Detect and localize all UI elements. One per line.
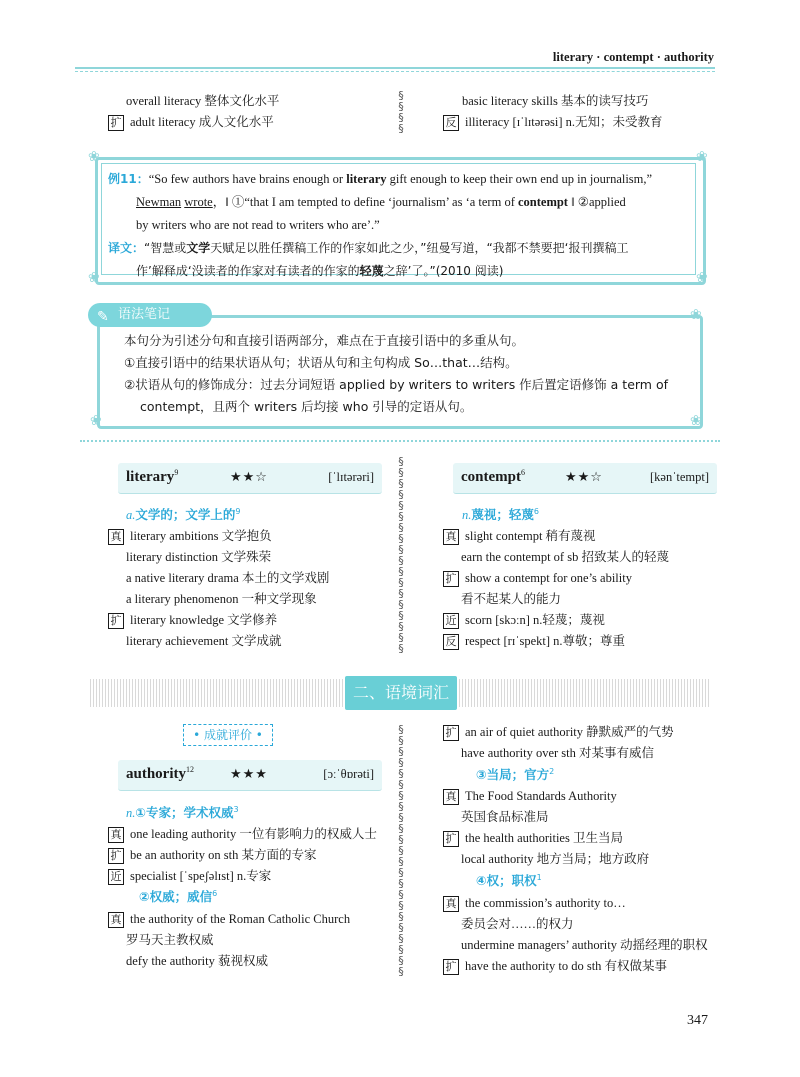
- corner-ornament-icon: ❀: [696, 270, 708, 286]
- phonetic: [ɔːˈθɒrəti]: [323, 767, 374, 781]
- phrase-group: [443, 893, 708, 977]
- star-rating: ★★☆: [230, 470, 268, 485]
- phrase-illiteracy: illiteracy [ɪˈlɪtərəsi] n.无知；未受教育: [465, 115, 663, 129]
- phrase-row: [108, 112, 274, 133]
- tag-expand: 扩: [443, 831, 459, 847]
- phrase: scorn [skɔːn] n.轻蔑；蔑视: [465, 613, 605, 627]
- text: 作’解释成‘没读者的作家对有读者的作家的: [136, 264, 360, 278]
- column-divider: § § § § § § § § § § § § § § § § § §: [398, 456, 404, 655]
- text: gift enough to keep their own end up in journalism,”: [386, 172, 653, 186]
- phrase: the commission’s authority to…: [465, 896, 626, 910]
- example-label: 例11：: [108, 172, 149, 186]
- running-header: literary · contempt · authority: [552, 50, 714, 64]
- column-divider: § § § §: [398, 90, 404, 135]
- phrase: have the authority to do sth 有权做某事: [465, 959, 668, 973]
- tag-real: 真: [443, 789, 459, 805]
- phrase: literary achievement 文学成就: [126, 634, 282, 648]
- tag-synonym: 近: [108, 869, 124, 885]
- text: ，‖ ①“that I am tempted to define ‘journalism’ as ‘a term of: [212, 195, 518, 209]
- tag-real: 真: [108, 529, 124, 545]
- frequency: 6: [212, 888, 218, 898]
- phrase: a native literary drama 本土的文学戏剧: [126, 571, 330, 585]
- keyword: 文学: [186, 241, 211, 255]
- header-rule: [75, 67, 715, 69]
- star-rating: ★★☆: [565, 470, 603, 485]
- phrase: 委员会对……的权力: [461, 917, 574, 931]
- word-card-authority: [118, 760, 382, 791]
- phrase-group: [443, 526, 669, 652]
- tag-expand: 扩: [443, 571, 459, 587]
- example-line-3: by writers who are not read to writers who are’.”: [136, 218, 380, 232]
- frequency: 3: [233, 804, 239, 814]
- phrase: literary distinction 文学殊荣: [126, 550, 272, 564]
- tag-real: 真: [108, 827, 124, 843]
- subject-underline: Newman: [136, 195, 182, 209]
- phrase: be an authority on sth 某方面的专家: [130, 848, 317, 862]
- tag-synonym: 近: [443, 613, 459, 629]
- meaning: 文学的；文学上的: [135, 507, 236, 522]
- keyword: 轻蔑: [359, 264, 384, 278]
- word-card-contempt: [453, 463, 717, 494]
- text: “So few authors have brains enough or: [148, 172, 347, 186]
- phonetic: [kənˈtempt]: [649, 470, 709, 484]
- phrase: local authority 地方当局；地方政府: [461, 852, 650, 866]
- sense-line: [476, 871, 542, 889]
- grammar-line: ②状语从句的修饰成分：过去分词短语 applied by writers to writers 作后置定语修饰 a term of: [124, 377, 669, 392]
- phrase: 罗马天主教权威: [126, 933, 214, 947]
- phrase: 看不起某人的能力: [461, 592, 562, 606]
- tag-expand: 扩: [108, 613, 124, 629]
- pos: n.: [462, 508, 472, 522]
- meaning: 蔑视；轻蔑: [471, 507, 534, 522]
- star-rating: ★★★: [230, 767, 268, 782]
- headword-text: contempt: [461, 469, 521, 485]
- translation-label: 译文：: [108, 241, 145, 255]
- sense-line: [126, 803, 239, 821]
- phrase: undermine managers’ authority 动摇经理的职权: [461, 938, 708, 952]
- grammar-line: 本句分为引述分句和直接引语两部分，难点在于直接引语中的多重从句。: [124, 333, 525, 348]
- example-line-2: [108, 191, 693, 214]
- headword: [126, 765, 194, 783]
- meaning: ②权威；威信: [139, 889, 213, 904]
- text: ‖ ②applied: [567, 195, 626, 209]
- corner-ornament-icon: ❀: [90, 413, 102, 429]
- tag-expand: 扩: [108, 115, 124, 131]
- frequency: 2: [549, 766, 555, 776]
- sense-line: [139, 887, 217, 905]
- meaning: ④权；职权: [476, 873, 537, 888]
- headword-text: literary: [126, 469, 175, 485]
- tag-expand: 扩: [108, 848, 124, 864]
- frequency: 1: [536, 872, 542, 882]
- phrase: have authority over sth 对某事有威信: [461, 746, 655, 760]
- phrase-basic-literacy: basic literacy skills 基本的读写技巧: [462, 94, 649, 108]
- keyword-contempt: contempt: [517, 195, 568, 209]
- frequency: 12: [186, 765, 194, 774]
- header-rule-dashed: [75, 71, 715, 72]
- tag-expand: 扩: [443, 959, 459, 975]
- headword-text: authority: [126, 766, 186, 782]
- phrase: an air of quiet authority 静默威严的气势: [465, 725, 674, 739]
- phrase: show a contempt for one’s ability: [465, 571, 632, 585]
- corner-ornament-icon: ❀: [690, 413, 702, 429]
- frequency: 6: [533, 506, 539, 516]
- phrase: specialist [ˈspeʃəlɪst] n.专家: [130, 869, 272, 883]
- headword: [461, 468, 525, 486]
- verb-underline: wrote: [184, 195, 213, 209]
- section-title: 二、语境词汇: [345, 676, 457, 710]
- corner-ornament-icon: ❀: [88, 149, 100, 165]
- word-card-literary: [118, 463, 382, 494]
- phonetic: [ˈlɪtərəri]: [328, 470, 374, 484]
- tag-real: 真: [108, 912, 124, 928]
- corner-ornament-icon: ❀: [696, 149, 708, 165]
- example-line-1: [108, 168, 693, 191]
- phrase: earn the contempt of sb 招致某人的轻蔑: [461, 550, 669, 564]
- phrase-group: [108, 824, 377, 887]
- phrase: literary knowledge 文学修养: [130, 613, 278, 627]
- example-text: [108, 168, 693, 283]
- grammar-title: 语法笔记: [118, 307, 171, 322]
- grammar-line: ①直接引语中的结果状语从句；状语从句和主句构成 So…that…结构。: [124, 355, 518, 370]
- grammar-text: [124, 330, 694, 418]
- text: 天赋足以胜任撰稿工作的作家如此之少，”纽曼写道，“我都不禁要把‘报刊撰稿工: [210, 241, 629, 255]
- phrase-group: [108, 526, 329, 652]
- phrase-overall-literacy: overall literacy 整体文化水平: [126, 94, 280, 108]
- pos: n.: [126, 806, 136, 820]
- corner-ornament-icon: ❀: [88, 270, 100, 286]
- corner-ornament-icon: ❀: [690, 307, 702, 323]
- text: “智慧或: [144, 241, 187, 255]
- phrase: the health authorities 卫生当局: [465, 831, 623, 845]
- translation-line-1: [108, 237, 693, 260]
- pen-icon: ✎: [97, 309, 109, 325]
- frequency: 9: [174, 468, 179, 477]
- phrase: 英国食品标准局: [461, 810, 549, 824]
- tag-real: 真: [443, 529, 459, 545]
- phrase: the authority of the Roman Catholic Church: [130, 912, 351, 926]
- phrase-group: [443, 722, 674, 764]
- category-label: • 成就评价 •: [183, 724, 273, 746]
- section-separator: [80, 440, 720, 442]
- grammar-title-tag: [88, 303, 212, 327]
- tag-antonym: 反: [443, 115, 459, 131]
- sense-line: [462, 505, 539, 523]
- meaning: ③当局；官方: [476, 767, 550, 782]
- phrase: literary ambitions 文学抱负: [130, 529, 272, 543]
- sense-line: [126, 505, 240, 523]
- phrase: The Food Standards Authority: [465, 789, 617, 803]
- pos: a.: [126, 508, 136, 522]
- page-number: 347: [687, 1013, 708, 1028]
- phrase: slight contempt 稍有蔑视: [465, 529, 596, 543]
- phrase: defy the authority 藐视权威: [126, 954, 268, 968]
- headword: [126, 468, 178, 486]
- tag-real: 真: [443, 896, 459, 912]
- phrase-adult-literacy: adult literacy 成人文化水平: [130, 115, 274, 129]
- column-divider: § § § § § § § § § § § § § § § § § § § § § § §: [398, 724, 404, 978]
- phrase-group: [108, 909, 350, 972]
- text: 之辞’了。”(2010 阅读): [383, 264, 504, 278]
- frequency: 6: [521, 468, 525, 477]
- tag-antonym: 反: [443, 634, 459, 650]
- keyword-literary: literary: [346, 172, 387, 186]
- grammar-line: contempt，且两个 writers 后均接 who 引导的定语从句。: [140, 399, 473, 414]
- phrase: a literary phenomenon 一种文学现象: [126, 592, 317, 606]
- tag-expand: 扩: [443, 725, 459, 741]
- phrase: one leading authority 一位有影响力的权威人士: [130, 827, 377, 841]
- frequency: 9: [235, 506, 241, 516]
- phrase-row: [443, 112, 663, 133]
- meaning: ①专家；学术权威: [135, 805, 234, 820]
- translation-line-2: [108, 260, 693, 283]
- phrase-group: [443, 786, 649, 870]
- sense-line: [476, 765, 554, 783]
- phrase: respect [rɪˈspekt] n.尊敬；尊重: [465, 634, 626, 648]
